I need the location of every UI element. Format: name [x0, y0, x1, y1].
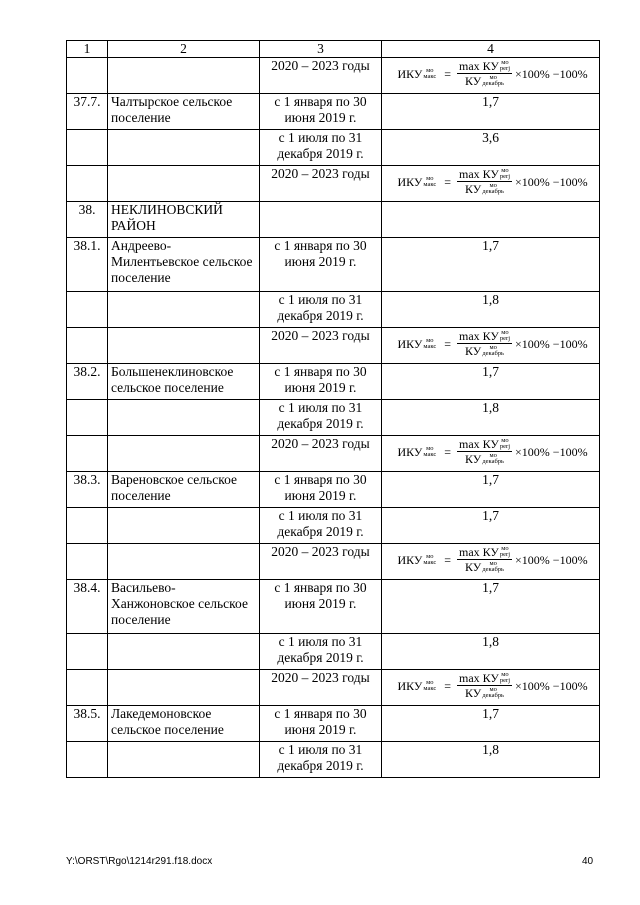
header-cell-3: 3: [260, 41, 382, 58]
value-text: 1,7: [482, 94, 499, 109]
period-text: 2020 – 2023 годы: [271, 328, 370, 343]
table-row: [67, 292, 600, 328]
name-cell: [108, 706, 260, 742]
value-text: 1,8: [482, 400, 499, 415]
row-number-cell: [67, 544, 108, 580]
value-text: 1,7: [482, 238, 499, 253]
row-number: 38.3.: [73, 472, 101, 487]
value-text: 1,7: [482, 364, 499, 379]
period-text: 2020 – 2023 годы: [271, 166, 370, 181]
period-text: с 1 июля по 31 декабря 2019 г.: [277, 742, 364, 773]
row-number-cell: [67, 130, 108, 166]
period-cell: [260, 130, 382, 166]
row-number-cell: [67, 202, 108, 238]
row-number-cell: [67, 292, 108, 328]
row-number-cell: [67, 364, 108, 400]
table-row: [67, 580, 600, 634]
row-number: 38.5.: [73, 706, 101, 721]
name-cell: [108, 166, 260, 202]
period-cell: [260, 58, 382, 94]
name-cell: [108, 58, 260, 94]
value-cell: [382, 292, 600, 328]
index-formula: ИКУ мо макс = max КУ мо pеrj КУ мо декабрь ×100% −100%: [397, 671, 588, 700]
period-cell: [260, 328, 382, 364]
period-cell: [260, 238, 382, 292]
period-cell: [260, 508, 382, 544]
settlement-name: Вареновское сельское поселение: [111, 472, 237, 503]
value-cell: [382, 364, 600, 400]
value-text: 1,7: [482, 580, 499, 595]
row-number-cell: [67, 670, 108, 706]
header-cell-1: 1: [67, 41, 108, 58]
settlement-name: Васильево-Ханжоновское сельское поселение: [111, 580, 248, 627]
value-cell: [382, 400, 600, 436]
index-formula: ИКУ мо макс = max КУ мо pеrj КУ мо декабрь ×100% −100%: [397, 329, 588, 358]
period-text: с 1 января по 30 июня 2019 г.: [274, 94, 367, 125]
period-cell: [260, 544, 382, 580]
table-row: [67, 472, 600, 508]
period-text: 2020 – 2023 годы: [271, 436, 370, 451]
name-cell: [108, 130, 260, 166]
row-number-cell: [67, 436, 108, 472]
period-cell: [260, 742, 382, 778]
row-number-cell: [67, 580, 108, 634]
settlement-name: Лакедемоновское сельское поселение: [111, 706, 224, 737]
table-row: [67, 670, 600, 706]
settlement-name: НЕКЛИНОВСКИЙ РАЙОН: [111, 202, 223, 233]
table-header-row: [67, 41, 600, 58]
settlement-name: Большенеклиновское сельское поселение: [111, 364, 234, 395]
value-cell: [382, 94, 600, 130]
value-text: 1,8: [482, 292, 499, 307]
period-cell: [260, 94, 382, 130]
table-row: [67, 706, 600, 742]
table-row: [67, 130, 600, 166]
row-number-cell: [67, 634, 108, 670]
value-cell: [382, 166, 600, 202]
name-cell: [108, 436, 260, 472]
row-number-cell: [67, 472, 108, 508]
period-text: с 1 июля по 31 декабря 2019 г.: [277, 508, 364, 539]
value-cell: [382, 580, 600, 634]
period-text: с 1 июля по 31 декабря 2019 г.: [277, 130, 364, 161]
value-cell: [382, 130, 600, 166]
row-number-cell: [67, 508, 108, 544]
value-text: 1,7: [482, 472, 499, 487]
period-text: с 1 января по 30 июня 2019 г.: [274, 472, 367, 503]
row-number: 38.1.: [73, 238, 101, 253]
row-number: 38.: [78, 202, 96, 217]
value-cell: [382, 202, 600, 238]
period-text: с 1 января по 30 июня 2019 г.: [274, 364, 367, 395]
value-cell: [382, 508, 600, 544]
name-cell: [108, 238, 260, 292]
table-body: [67, 41, 600, 778]
period-text: 2020 – 2023 годы: [271, 58, 370, 73]
period-text: с 1 января по 30 июня 2019 г.: [274, 580, 367, 611]
row-number-cell: [67, 94, 108, 130]
name-cell: [108, 94, 260, 130]
name-cell: [108, 472, 260, 508]
period-text: с 1 января по 30 июня 2019 г.: [274, 706, 367, 737]
table-row: [67, 166, 600, 202]
name-cell: [108, 634, 260, 670]
table-row: [67, 436, 600, 472]
table-row: [67, 742, 600, 778]
name-cell: [108, 580, 260, 634]
period-text: с 1 января по 30 июня 2019 г.: [274, 238, 367, 269]
name-cell: [108, 292, 260, 328]
row-number: 38.4.: [73, 580, 101, 595]
table-row: [67, 544, 600, 580]
period-cell: [260, 202, 382, 238]
period-text: 2020 – 2023 годы: [271, 544, 370, 559]
data-table: [66, 40, 600, 778]
value-cell: [382, 238, 600, 292]
index-formula: ИКУ мо макс = max КУ мо pеrj КУ мо декабрь ×100% −100%: [397, 59, 588, 88]
table-row: [67, 238, 600, 292]
value-cell: [382, 544, 600, 580]
value-text: 1,7: [482, 706, 499, 721]
name-cell: [108, 544, 260, 580]
settlement-name: Андреево-Милентьевское сельское поселение: [111, 238, 253, 285]
row-number-cell: [67, 328, 108, 364]
row-number-cell: [67, 58, 108, 94]
table-row: [67, 364, 600, 400]
row-number-cell: [67, 400, 108, 436]
row-number-cell: [67, 742, 108, 778]
name-cell: [108, 508, 260, 544]
row-number-cell: [67, 238, 108, 292]
table-row: [67, 508, 600, 544]
row-number: 37.7.: [73, 94, 101, 109]
period-cell: [260, 166, 382, 202]
value-text: 1,8: [482, 742, 499, 757]
name-cell: [108, 364, 260, 400]
index-formula: ИКУ мо макс = max КУ мо pеrj КУ мо декабрь ×100% −100%: [397, 167, 588, 196]
value-cell: [382, 670, 600, 706]
name-cell: [108, 400, 260, 436]
footer-page-number: 40: [582, 856, 594, 867]
period-cell: [260, 670, 382, 706]
period-cell: [260, 400, 382, 436]
value-text: 1,7: [482, 508, 499, 523]
value-cell: [382, 472, 600, 508]
period-cell: [260, 580, 382, 634]
index-formula: ИКУ мо макс = max КУ мо pеrj КУ мо декабрь ×100% −100%: [397, 437, 588, 466]
period-cell: [260, 472, 382, 508]
footer-file-path: Y:\ORST\Rgo\1214r291.f18.docx: [66, 856, 213, 867]
name-cell: [108, 742, 260, 778]
period-cell: [260, 706, 382, 742]
table-row: [67, 94, 600, 130]
period-cell: [260, 436, 382, 472]
index-formula: ИКУ мо макс = max КУ мо pеrj КУ мо декабрь ×100% −100%: [397, 545, 588, 574]
table-row: [67, 58, 600, 94]
table-row: [67, 202, 600, 238]
name-cell: [108, 670, 260, 706]
value-cell: [382, 706, 600, 742]
name-cell: [108, 328, 260, 364]
value-cell: [382, 58, 600, 94]
period-text: с 1 июля по 31 декабря 2019 г.: [277, 400, 364, 431]
settlement-name: Чалтырское сельское поселение: [111, 94, 233, 125]
value-cell: [382, 436, 600, 472]
value-cell: [382, 328, 600, 364]
period-cell: [260, 634, 382, 670]
table-row: [67, 634, 600, 670]
header-cell-2: 2: [108, 41, 260, 58]
row-number-cell: [67, 166, 108, 202]
period-cell: [260, 292, 382, 328]
row-number: 38.2.: [73, 364, 101, 379]
value-cell: [382, 742, 600, 778]
period-text: 2020 – 2023 годы: [271, 670, 370, 685]
period-text: с 1 июля по 31 декабря 2019 г.: [277, 634, 364, 665]
header-cell-4: 4: [382, 41, 600, 58]
value-cell: [382, 634, 600, 670]
period-text: с 1 июля по 31 декабря 2019 г.: [277, 292, 364, 323]
value-text: 3,6: [482, 130, 499, 145]
table-row: [67, 328, 600, 364]
period-cell: [260, 364, 382, 400]
name-cell: [108, 202, 260, 238]
table-row: [67, 400, 600, 436]
value-text: 1,8: [482, 634, 499, 649]
row-number-cell: [67, 706, 108, 742]
